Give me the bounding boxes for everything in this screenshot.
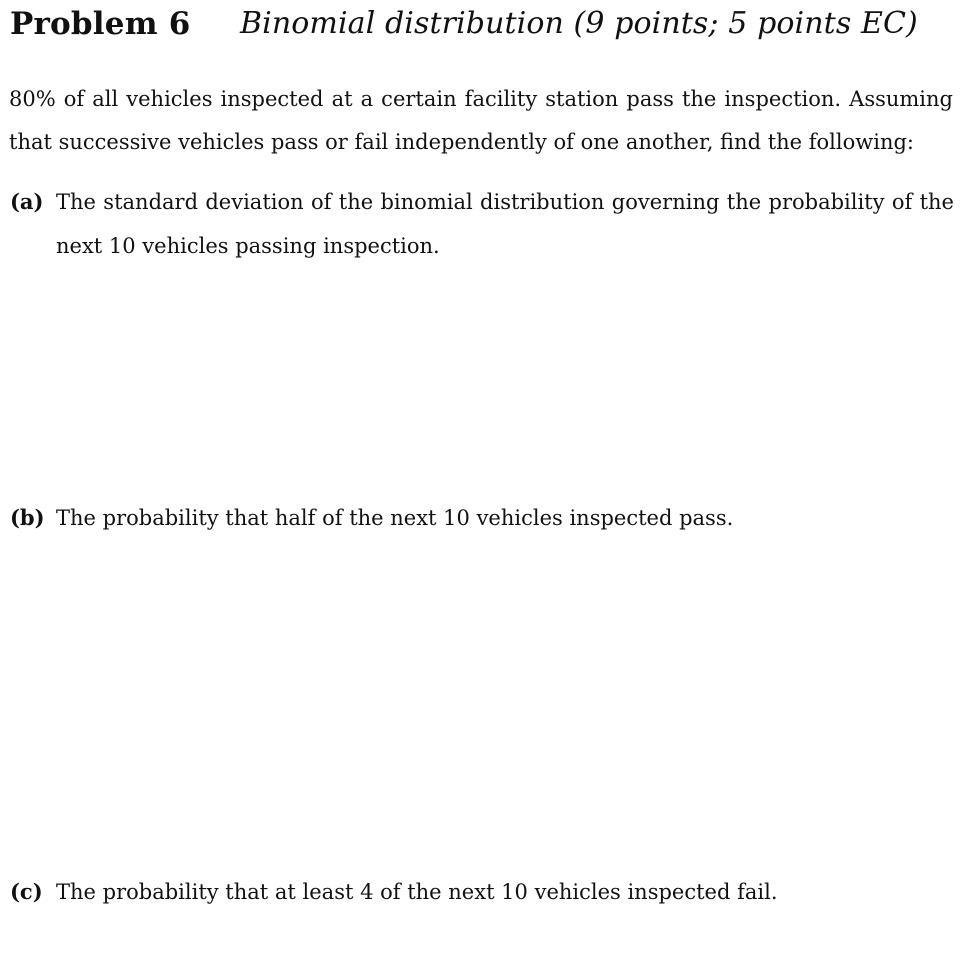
part-b bbox=[10, 496, 954, 540]
problem-number: Problem 6 bbox=[10, 6, 191, 42]
problem-header bbox=[10, 2, 956, 46]
part-c-label: (c) bbox=[10, 879, 43, 904]
part-b-text: The probability that half of the next 10 vehicles inspected pass. bbox=[56, 506, 734, 530]
part-b-label: (b) bbox=[10, 505, 45, 530]
part-a-label: (a) bbox=[10, 189, 44, 214]
part-a bbox=[10, 180, 954, 268]
problem-intro: 80% of all vehicles inspected at a certain facility station pass the inspection. Assuming that successive vehicles pass or fail independently of one another, find the following: bbox=[9, 87, 953, 154]
part-c bbox=[10, 870, 954, 914]
problem-title: Binomial distribution (9 points; 5 points EC) bbox=[240, 6, 918, 41]
part-a-text: The standard deviation of the binomial distribution governing the probability of the next 10 vehicles passing inspection. bbox=[56, 190, 954, 258]
part-c-text: The probability that at least 4 of the next 10 vehicles inspected fail. bbox=[56, 880, 778, 904]
